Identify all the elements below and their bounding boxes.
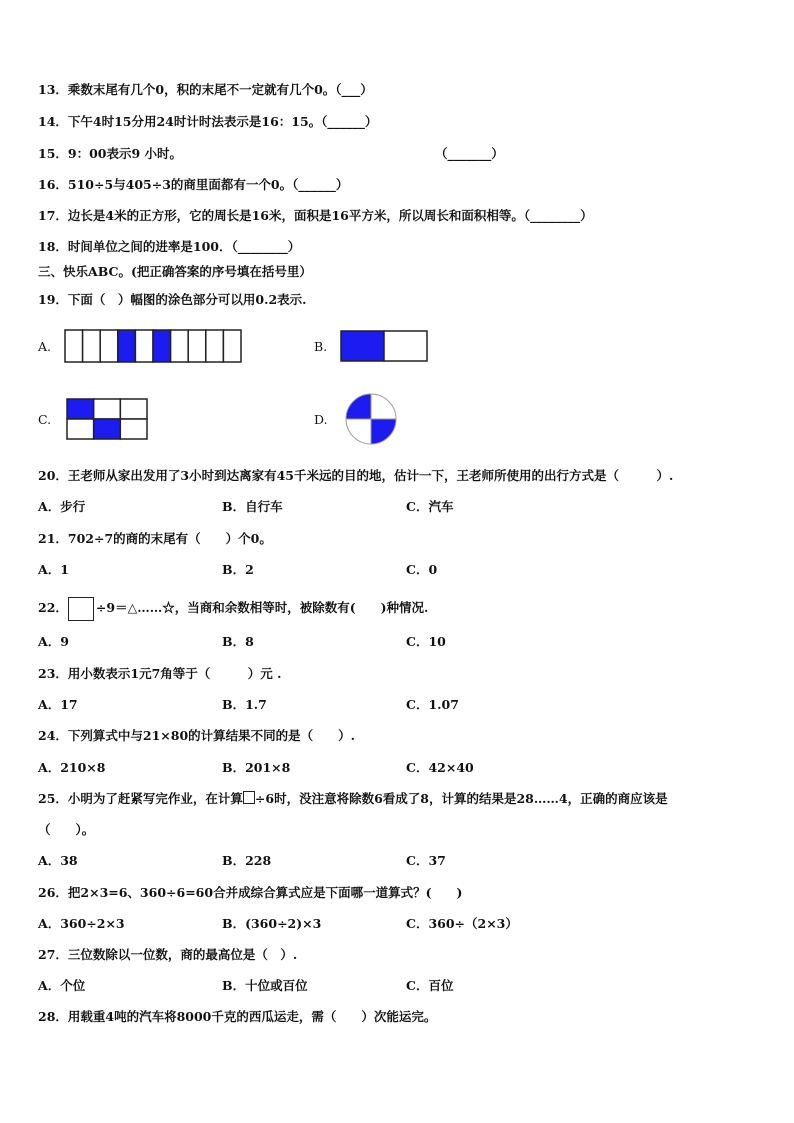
- q22-option-a[interactable]: A．9: [38, 634, 69, 649]
- option-b-label: B.: [314, 339, 328, 354]
- q25-option-c[interactable]: C．37: [406, 853, 446, 868]
- question-24: 24．下列算式中与21×80的计算结果不同的是（ ）.: [38, 728, 356, 743]
- circle-quadrant: [346, 394, 371, 419]
- q21-option-c[interactable]: C．0: [406, 562, 438, 577]
- question-18: 18．时间单位之间的进率是100．（________）: [38, 239, 301, 254]
- q25-option-a[interactable]: A．38: [38, 853, 78, 868]
- q22-option-c[interactable]: C．10: [406, 634, 446, 649]
- question-22: [38, 596, 428, 621]
- circle-quadrant: [371, 419, 396, 444]
- q26-option-a[interactable]: A．360÷2×3: [38, 916, 125, 931]
- figure-c-grid: [66, 398, 148, 440]
- q23-option-a[interactable]: A．17: [38, 697, 78, 712]
- q24-option-a[interactable]: A．210×8: [38, 760, 106, 775]
- q20-option-b[interactable]: B．自行车: [222, 499, 283, 514]
- question-23: 23．用小数表示1元7角等于（ ）元 .: [38, 666, 282, 681]
- grid-cell: [94, 419, 121, 439]
- question-13: 13．乘数末尾有几个0，积的末尾不一定就有几个0。（___）: [38, 82, 373, 97]
- question-25: [38, 791, 668, 807]
- question-20: 20．王老师从家出发用了3小时到达离家有45千米远的目的地，估计一下，王老师所使用的出行方式是（ ）.: [38, 468, 674, 483]
- q24-option-c[interactable]: C．42×40: [406, 760, 474, 775]
- question-25-prefix: 25．小明为了赶紧写完作业，在计算: [38, 791, 243, 806]
- question-25-text: ÷6时，没注意将除数6看成了8，计算的结果是28……4，正确的商应该是: [254, 791, 668, 806]
- option-c-label: C.: [38, 412, 52, 427]
- q21-option-a[interactable]: A．1: [38, 562, 69, 577]
- strip-cell: [153, 330, 171, 362]
- strip-cell: [188, 330, 206, 362]
- q20-option-a[interactable]: A．步行: [38, 499, 86, 514]
- strip-cell: [135, 330, 153, 362]
- q26-option-b[interactable]: B．(360÷2)×3: [222, 916, 322, 931]
- question-21: 21．702÷7的商的末尾有（ ）个0。: [38, 531, 272, 546]
- question-15: 15．9：00表示9 小时。: [38, 146, 183, 161]
- dividend-box[interactable]: [68, 597, 94, 621]
- strip-cell: [223, 330, 241, 362]
- bar-part: [384, 331, 427, 361]
- q27-option-c[interactable]: C．百位: [406, 978, 454, 993]
- option-a-label: A.: [38, 339, 52, 354]
- strip-cell: [83, 330, 101, 362]
- q27-option-b[interactable]: B．十位或百位: [222, 978, 308, 993]
- figure-b-bar: [340, 330, 428, 362]
- q23-option-b[interactable]: B．1.7: [222, 697, 267, 712]
- question-28: 28．用载重4吨的汽车将8000千克的西瓜运走，需（ ）次能运完。: [38, 1009, 437, 1024]
- question-22-text: ÷9＝△……☆，当商和余数相等时，被除数有( )种情况.: [95, 600, 429, 615]
- q20-option-c[interactable]: C．汽车: [406, 499, 454, 514]
- question-22-number: 22．: [38, 600, 68, 615]
- question-25-line2: （ ）。: [38, 822, 95, 837]
- grid-cell: [67, 419, 94, 439]
- question-17: 17．边长是4米的正方形，它的周长是16米，面积是16平方米，所以周长和面积相等。（________）: [38, 208, 593, 223]
- circle-quadrant: [371, 394, 396, 419]
- grid-cell: [94, 399, 121, 419]
- strip-cell: [100, 330, 118, 362]
- q21-option-b[interactable]: B．2: [222, 562, 254, 577]
- question-15-answer-blank[interactable]: （_______）: [435, 146, 504, 161]
- q24-option-b[interactable]: B．201×8: [222, 760, 291, 775]
- question-26: 26．把2×3=6、360÷6=60合并成综合算式应是下面哪一道算式？( ): [38, 885, 463, 900]
- option-d-label: D.: [314, 412, 328, 427]
- question-14: 14．下午4时15分用24时计时法表示是16：15。（______）: [38, 114, 378, 129]
- q22-option-b[interactable]: B．8: [222, 634, 254, 649]
- circle-quadrant: [346, 419, 371, 444]
- q23-option-c[interactable]: C．1.07: [406, 697, 459, 712]
- question-16: 16．510÷5与405÷3的商里面都有一个0。（______）: [38, 177, 349, 192]
- question-27: 27．三位数除以一位数，商的最高位是（ ）.: [38, 947, 298, 962]
- question-19: 19．下面（ ）幅图的涂色部分可以用0.2表示.: [38, 292, 307, 307]
- figure-d-circle: [344, 389, 400, 449]
- q26-option-c[interactable]: C．360÷（2×3）: [406, 916, 518, 931]
- strip-cell: [206, 330, 224, 362]
- grid-cell: [120, 399, 147, 419]
- grid-cell: [120, 419, 147, 439]
- strip-cell: [65, 330, 83, 362]
- section-3-title: 三、快乐ABC。(把正确答案的序号填在括号里）: [38, 264, 312, 279]
- q25-option-b[interactable]: B．228: [222, 853, 272, 868]
- q27-option-a[interactable]: A．个位: [38, 978, 86, 993]
- strip-cell: [118, 330, 136, 362]
- unknown-box[interactable]: [243, 791, 255, 804]
- grid-cell: [67, 399, 94, 419]
- bar-part: [341, 331, 384, 361]
- figure-a-strip: [64, 328, 244, 364]
- strip-cell: [171, 330, 189, 362]
